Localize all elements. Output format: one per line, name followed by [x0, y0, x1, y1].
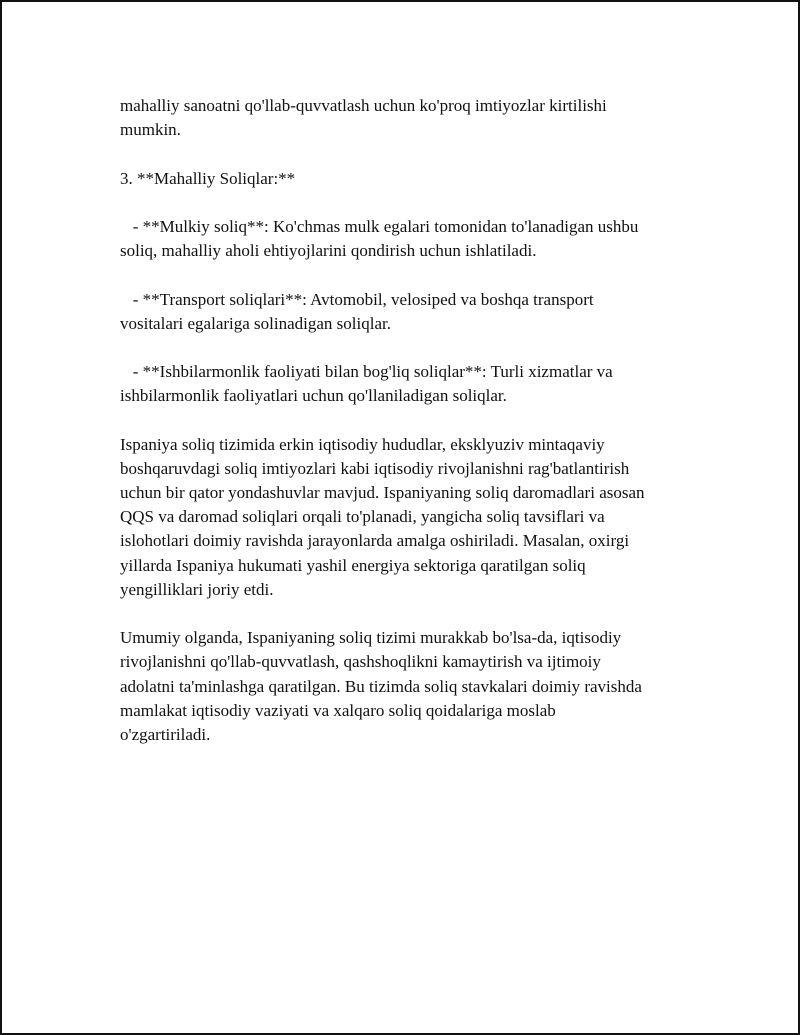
text-line: o'zgartiriladi.: [120, 724, 211, 744]
text-line: yillarda Ispaniya hukumati yashil energiya sektoriga qaratilgan soliq: [120, 555, 586, 575]
text-line: yengilliklari joriy etdi.: [120, 579, 274, 599]
text-line: 3. **Mahalliy Soliqlar:**: [120, 168, 296, 188]
list-item-transport-soliqlari: [120, 288, 790, 336]
document-body: [120, 94, 790, 771]
text-line: Umumiy olganda, Ispaniyaning soliq tizimi murakkab bo'lsa-da, iqtisodiy: [120, 628, 622, 648]
text-line: soliq, mahalliy aholi ehtiyojlarini qondirish uchun ishlatiladi.: [120, 241, 537, 261]
text-line: - **Mulkiy soliq**: Ko'chmas mulk egalari tomonidan to'lanadigan ushbu: [120, 216, 639, 236]
text-line: mamlakat iqtisodiy vaziyati va xalqaro soliq qoidalariga moslab: [120, 700, 556, 720]
text-line: vositalari egalariga solinadigan soliqlar.: [120, 313, 391, 333]
text-line: mumkin.: [120, 120, 181, 140]
text-line: Ispaniya soliq tizimida erkin iqtisodiy hududlar, eksklyuziv mintaqaviy: [120, 434, 605, 454]
paragraph-body: [120, 433, 790, 602]
text-line: - **Ishbilarmonlik faoliyati bilan bog'liq soliqlar**: Turli xizmatlar va: [120, 362, 613, 382]
text-line: adolatni ta'minlashga qaratilgan. Bu tizimda soliq stavkalari doimiy ravishda: [120, 676, 642, 696]
text-line: boshqaruvdagi soliq imtiyozlari kabi iqtisodiy rivojlanishni rag'batlantirish: [120, 458, 630, 478]
section-heading: [120, 167, 790, 191]
text-line: QQS va daromad soliqlari orqali to'planadi, yangicha soliq tavsiflari va: [120, 507, 605, 527]
list-item-mulkiy-soliq: [120, 215, 790, 263]
list-item-ishbilarmonlik-soliqlar: [120, 360, 790, 408]
text-line: rivojlanishni qo'llab-quvvatlash, qashshoqlikni kamaytirish va ijtimoiy: [120, 652, 601, 672]
text-line: ishbilarmonlik faoliyatlari uchun qo'llaniladigan soliqlar.: [120, 386, 507, 406]
text-line: islohotlari doimiy ravishda jarayonlarda amalga oshiriladi. Masalan, oxirgi: [120, 531, 630, 551]
text-line: - **Transport soliqlari**: Avtomobil, velosiped va boshqa transport: [120, 289, 594, 309]
paragraph-conclusion: [120, 626, 790, 747]
paragraph-continuation: [120, 94, 790, 142]
text-line: uchun bir qator yondashuvlar mavjud. Ispaniyaning soliq daromadlari asosan: [120, 483, 645, 502]
text-line: mahalliy sanoatni qo'llab-quvvatlash uchun ko'proq imtiyozlar kirtilishi: [120, 96, 607, 115]
